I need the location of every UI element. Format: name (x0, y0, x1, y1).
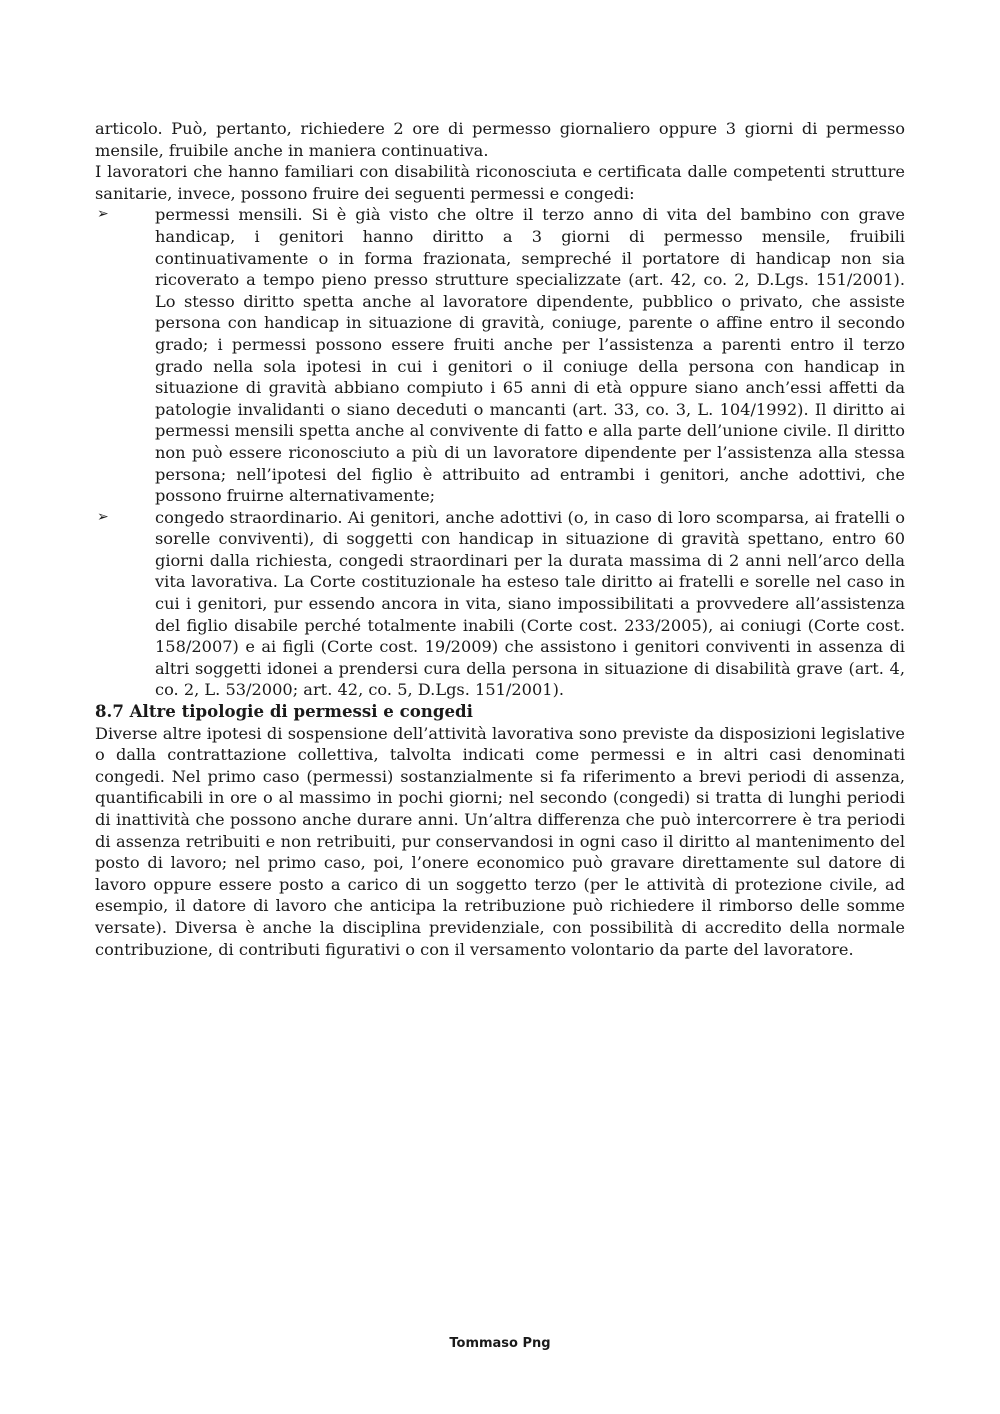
page-footer-author: Tommaso Png (449, 1336, 551, 1351)
bullet-list (95, 204, 905, 701)
section-heading: 8.7 Altre tipologie di permessi e congedi (95, 701, 473, 722)
list-item-text: permessi mensili. Si è già visto che oltre il terzo anno di vita del bambino con grave handicap, i genitori hanno diritto a 3 giorni di permesso mensile, fruibili continuativamente o in forma frazionata, sempreché il portatore di handicap non sia ricoverato a tempo pieno presso strutture specializzate (art. 42, co. 2, D.Lgs. 151/2001). Lo stesso diritto spetta anche al lavoratore dipendente, pubblico o privato, che assiste persona con handicap in situazione di gravità, coniuge, parente o affine entro il secondo grado; i permessi possono essere fruiti anche per l’assistenza a parenti entro il terzo grado nella sola ipotesi in cui i genitori o il coniuge della persona con handicap in situazione di gravità abbiano compiuto i 65 anni di età oppure siano anch’essi affetti da patologie invalidanti o siano deceduti o mancanti (art. 33, co. 3, L. 104/1992). Il diritto ai permessi mensili spetta anche al convivente di fatto e alla parte dell’unione civile. Il diritto non può essere riconosciuto a più di un lavoratore dipendente per l’assistenza alla stessa persona; nell’ipotesi del figlio è attribuito ad entrambi i genitori, anche adottivi, che possono fruirne alternativamente; (155, 205, 905, 506)
intro-paragraph-continuation: articolo. Può, pertanto, richiedere 2 ore di permesso giornaliero oppure 3 giorni di permesso mensile, fruibile anche in maniera continuativa. (95, 119, 905, 160)
list-item-text: congedo straordinario. Ai genitori, anche adottivi (o, in caso di loro scomparsa, ai fratelli o sorelle conviventi), di soggetti con handicap in situazione di gravità spettano, entro 60 giorni dalla richiesta, congedi straordinari per la durata massima di 2 anni nell’arco della vita lavorativa. La Corte costituzionale ha esteso tale diritto ai fratelli e sorelle nel caso in cui i genitori, pur essendo ancora in vita, siano impossibilitati a provvedere all’assistenza del figlio disabile perché totalmente inabili (Corte cost. 233/2005), ai coniugi (Corte cost. 158/2007) e ai figli (Corte cost. 19/2009) che assistono i genitori conviventi in assenza di altri soggetti idonei a prendersi cura della persona in situazione di disabilità grave (art. 4, co. 2, L. 53/2000; art. 42, co. 5, D.Lgs. 151/2001). (155, 507, 905, 700)
arrow-bullet-icon: ➢ (97, 508, 109, 525)
list-item (95, 204, 905, 506)
section-body: Diverse altre ipotesi di sospensione dell’attività lavorativa sono previste da disposizioni legislative o dalla contrattazione collettiva, talvolta indicati come permessi e in altri casi denominati congedi. Nel primo caso (permessi) sostanzialmente si fa riferimento a brevi periodi di assenza, quantificabili in ore o al massimo in pochi giorni; nel secondo (congedi) si tratta di lunghi periodi di inattività che possono anche durare anni. Un’altra differenza che può intercorrere è tra periodi di assenza retribuiti e non retribuiti, pur conservandosi in ogni caso il diritto al mantenimento del posto di lavoro; nel primo caso, poi, l’onere economico può gravare direttamente sul datore di lavoro oppure essere posto a carico di un soggetto terzo (per le attività di protezione civile, ad esempio, il datore di lavoro che anticipa la retribuzione può richiedere il rimborso delle somme versate). Diversa è anche la disciplina previdenziale, con possibilità di accredito della normale contribuzione, di contributi figurativi o con il versamento volontario da parte del lavoratore. (95, 723, 905, 959)
intro-paragraph: I lavoratori che hanno familiari con disabilità riconosciuta e certificata dalle competenti strutture sanitarie, invece, possono fruire dei seguenti permessi e congedi: (95, 162, 905, 203)
list-item (95, 507, 905, 701)
document-page (95, 118, 905, 960)
arrow-bullet-icon: ➢ (97, 206, 109, 223)
